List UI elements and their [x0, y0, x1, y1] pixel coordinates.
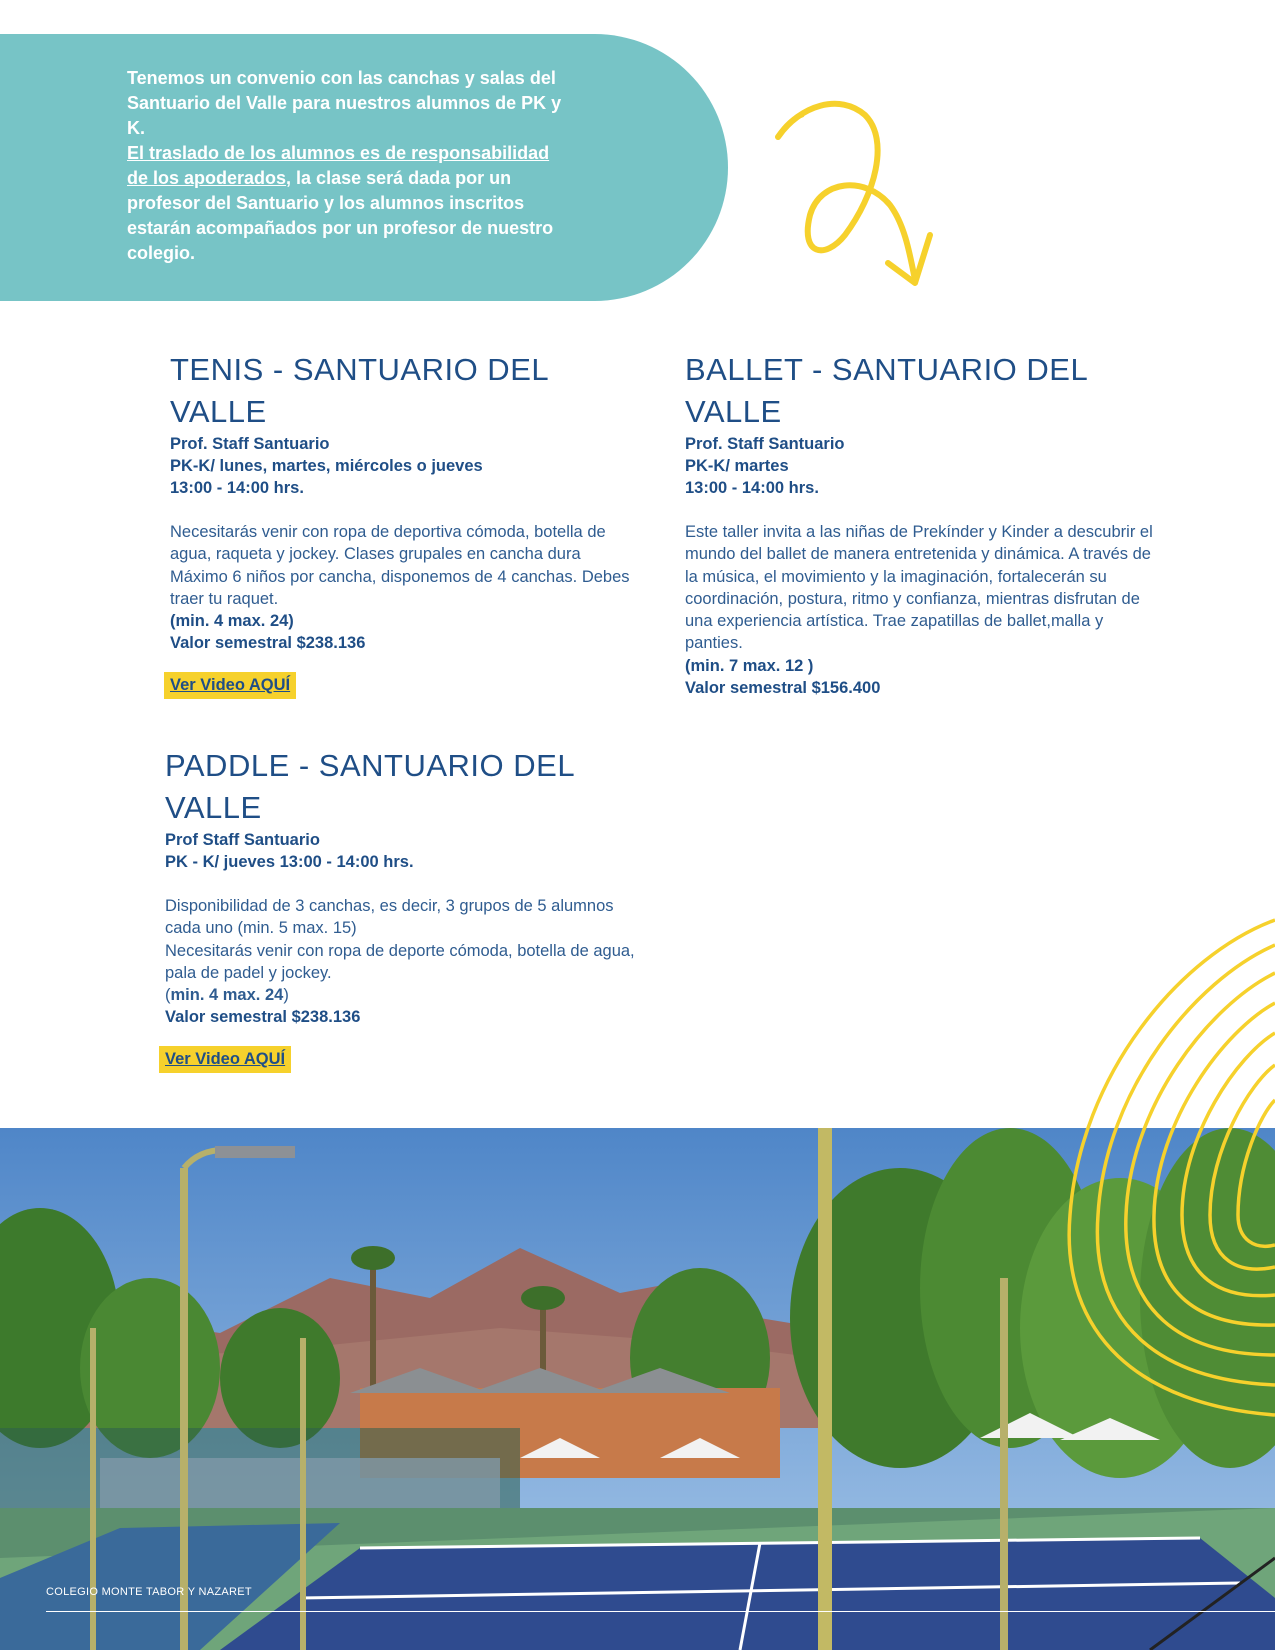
paddle-description-2: Necesitarás venir con ropa de deporte cómoda, botella de agua, pala de padel y jockey. [165, 941, 635, 982]
tenis-limits: (min. 4 max. 24) [170, 612, 294, 631]
intro-underlined: El traslado de los alumnos es de responsabilidad de los apoderados [127, 143, 550, 188]
paddle-title: PADDLE - SANTUARIO DEL VALLE [165, 748, 574, 825]
tenis-time: 13:00 - 14:00 hrs. [170, 479, 304, 497]
ballet-section [685, 349, 1155, 699]
intro-line: Tenemos un convenio con las canchas y salas del Santuario del Valle para nuestros alumnos de PK y K. [127, 68, 562, 138]
paddle-teacher: Prof Staff Santuario [165, 831, 320, 849]
intro-rest: , la clase será dada por un profesor del Santuario y los alumnos inscritos estarán acompañados por un profesor de nuestro colegio. [127, 168, 554, 263]
spiral-decoration-icon [1060, 915, 1275, 1475]
footer-school-name: COLEGIO MONTE TABOR Y NAZARET [46, 1586, 252, 1598]
footer-divider [46, 1611, 1275, 1612]
paddle-video-link[interactable]: Ver Video AQUÍ [159, 1046, 291, 1073]
tenis-title: TENIS - SANTUARIO DEL VALLE [170, 352, 548, 429]
ballet-price: Valor semestral $156.400 [685, 678, 881, 697]
ballet-schedule: PK-K/ martes [685, 457, 789, 475]
ballet-time: 13:00 - 14:00 hrs. [685, 479, 819, 497]
paddle-limits [165, 984, 640, 1006]
paddle-limits-close: ) [283, 986, 289, 1005]
ballet-description: Este taller invita a las niñas de Prekínder y Kinder a descubrir el mundo del ballet de manera entretenida y dinámica. A través de la música, el movimiento y la imaginación, fortalecerán su coordinación, postura, ritmo y confianza, mientras disfrutan de una experiencia artística. Trae zapatillas de ballet,malla y panties. [685, 523, 1153, 653]
tenis-section [170, 349, 640, 699]
ballet-limits: (min. 7 max. 12 ) [685, 656, 814, 675]
ballet-teacher: Prof. Staff Santuario [685, 435, 845, 453]
tenis-video-link[interactable]: Ver Video AQUÍ [164, 672, 296, 699]
tenis-teacher: Prof. Staff Santuario [170, 435, 330, 453]
intro-text [127, 66, 567, 266]
paddle-limits-open: ( [165, 986, 171, 1005]
paddle-limits-value: min. 4 max. 24 [170, 986, 284, 1005]
squiggle-arrow-icon [770, 95, 980, 295]
paddle-schedule: PK - K/ jueves 13:00 - 14:00 hrs. [165, 853, 414, 871]
paddle-description-1: Disponibilidad de 3 canchas, es decir, 3 grupos de 5 alumnos cada uno (min. 5 max. 15) [165, 897, 614, 938]
tenis-description: Necesitarás venir con ropa de deportiva cómoda, botella de agua, raqueta y jockey. Clases grupales en cancha dura Máximo 6 niños por cancha, disponemos de 4 canchas. Debes traer tu raquet. [170, 523, 630, 608]
ballet-title: BALLET - SANTUARIO DEL VALLE [685, 352, 1088, 429]
paddle-section [165, 745, 640, 1073]
tenis-schedule: PK-K/ lunes, martes, miércoles o jueves [170, 457, 483, 475]
tenis-price: Valor semestral $238.136 [170, 634, 366, 653]
paddle-price: Valor semestral $238.136 [165, 1008, 361, 1027]
